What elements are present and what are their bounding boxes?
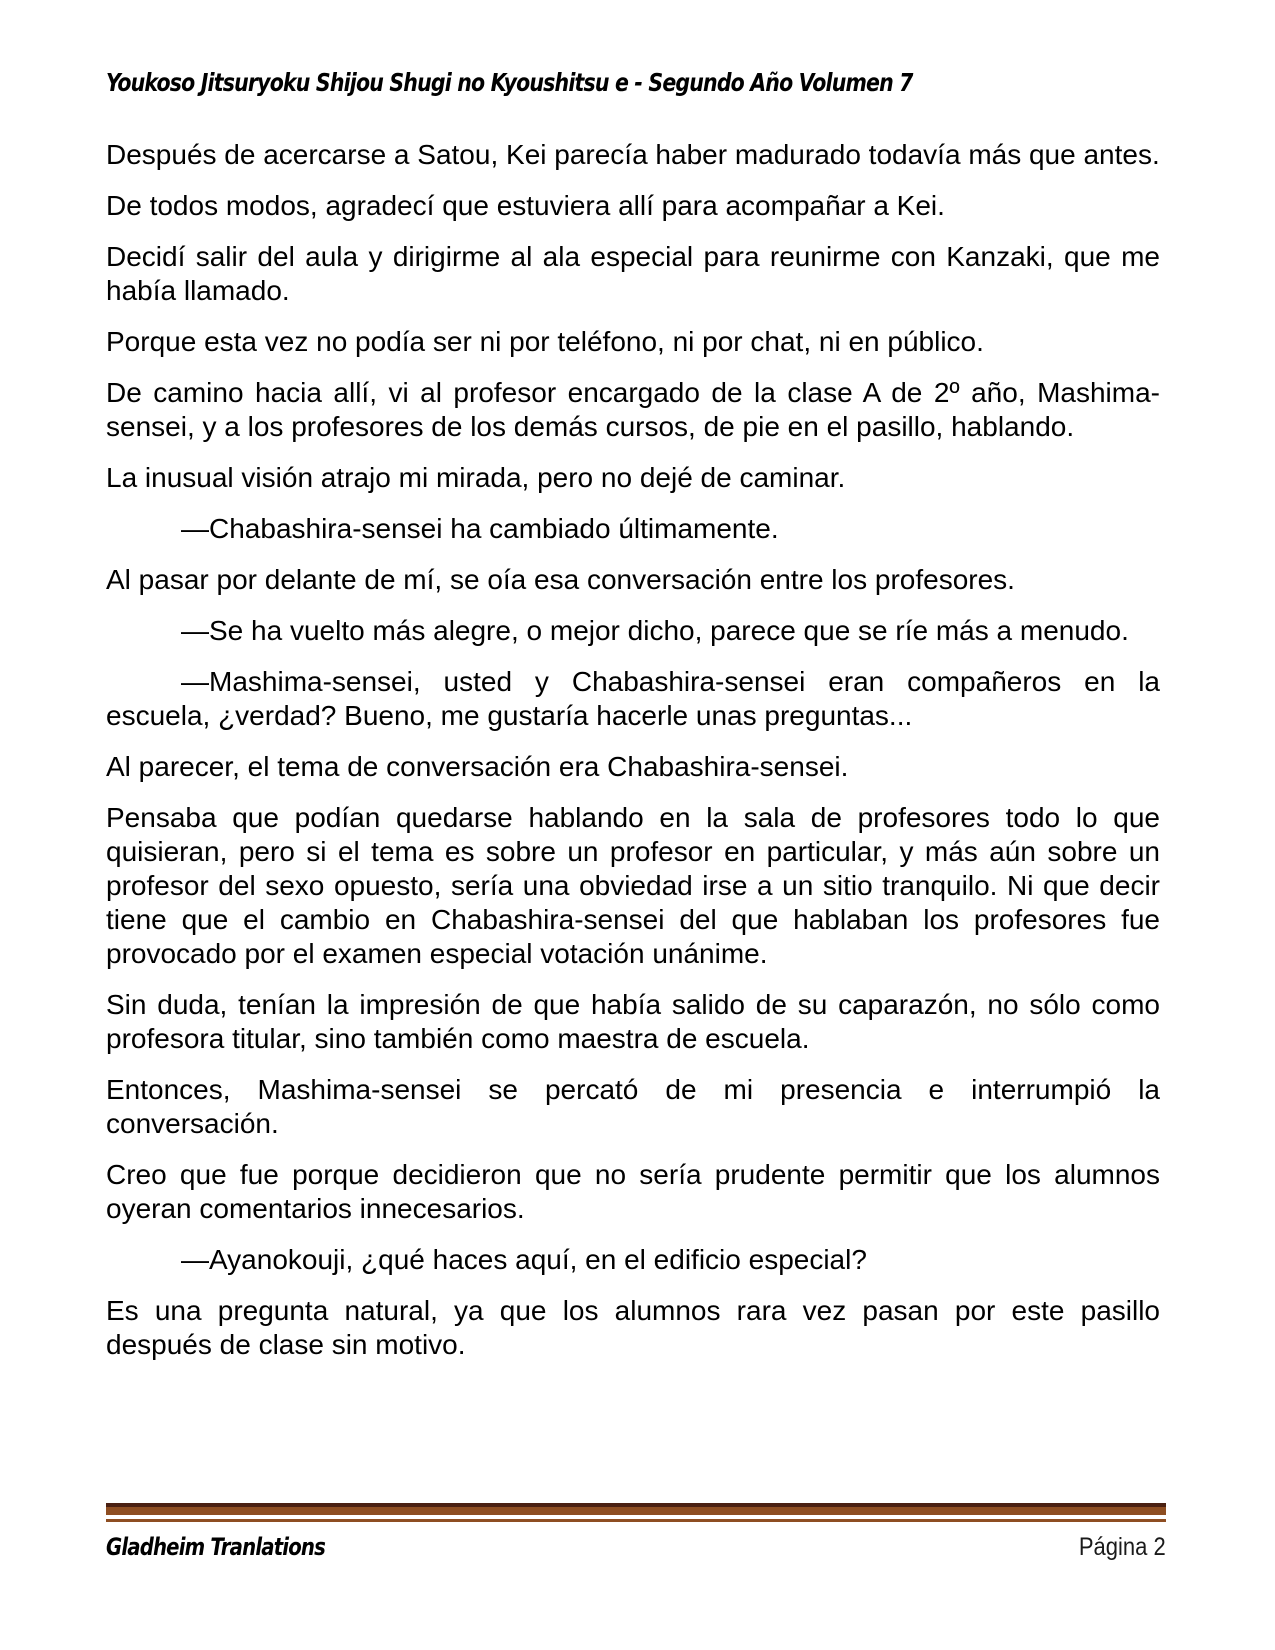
footer-rule (106, 1503, 1166, 1522)
page-header (106, 68, 1164, 97)
paragraph: —Chabashira-sensei ha cambiado últimamente. (181, 513, 779, 544)
paragraph: —Se ha vuelto más alegre, o mejor dicho, parece que se ríe más a menudo. (181, 615, 1129, 646)
page-number-label: Página (1079, 1533, 1148, 1561)
paragraph: —Ayanokouji, ¿qué haces aquí, en el edificio especial? (181, 1244, 867, 1275)
page-number-value: 2 (1153, 1533, 1166, 1561)
paragraph: Decidí salir del aula y dirigirme al ala especial para reunirme con Kanzaki, que me había llamado. (106, 241, 1160, 306)
paragraph: Al parecer, el tema de conversación era Chabashira-sensei. (106, 751, 849, 782)
footer-rule-thick-band (106, 1503, 1166, 1515)
body-text (106, 138, 1160, 1379)
page-footer (106, 1503, 1166, 1562)
paragraph: Después de acercarse a Satou, Kei parecía haber madurado todavía más que antes. (106, 139, 1160, 170)
paragraph: De todos modos, agradecí que estuviera allí para acompañar a Kei. (106, 190, 945, 221)
paragraph: Entonces, Mashima-sensei se percató de mi presencia e interrumpió la conversación. (106, 1074, 1160, 1139)
paragraph: Pensaba que podían quedarse hablando en la sala de profesores todo lo que quisieran, pero si el tema es sobre un profesor en particular, y más aún sobre un profesor del sexo opuesto, sería una obviedad irse a un sitio tranquilo. Ni que decir tiene que el cambio en Chabashira-sensei del que hablaban los profesores fue provocado por el examen especial votación unánime. (106, 802, 1160, 969)
header-title: Youkoso Jitsuryoku Shijou Shugi no Kyoushitsu e - Segundo Año Volumen 7 (106, 68, 913, 97)
paragraph: Porque esta vez no podía ser ni por teléfono, ni por chat, ni en público. (106, 326, 984, 357)
paragraph: Al pasar por delante de mí, se oía esa conversación entre los profesores. (106, 564, 1015, 595)
page-number (1079, 1533, 1166, 1562)
paragraph: Sin duda, tenían la impresión de que había salido de su caparazón, no sólo como profesora titular, sino también como maestra de escuela. (106, 989, 1160, 1054)
paragraph: La inusual visión atrajo mi mirada, pero no dejé de caminar. (106, 462, 846, 493)
paragraph: Es una pregunta natural, ya que los alumnos rara vez pasan por este pasillo después de clase sin motivo. (106, 1295, 1160, 1360)
paragraph: Creo que fue porque decidieron que no sería prudente permitir que los alumnos oyeran comentarios innecesarios. (106, 1159, 1160, 1224)
translator-credit: Gladheim Tranlations (106, 1533, 326, 1561)
footer-rule-thin-line (106, 1519, 1166, 1522)
paragraph: De camino hacia allí, vi al profesor encargado de la clase A de 2º año, Mashima-sensei, y a los profesores de los demás cursos, de pie en el pasillo, hablando. (106, 377, 1160, 442)
paragraph: —Mashima-sensei, usted y Chabashira-sensei eran compañeros en la escuela, ¿verdad? Bueno, me gustaría hacerle unas preguntas... (106, 666, 1160, 731)
footer-row (106, 1533, 1166, 1562)
